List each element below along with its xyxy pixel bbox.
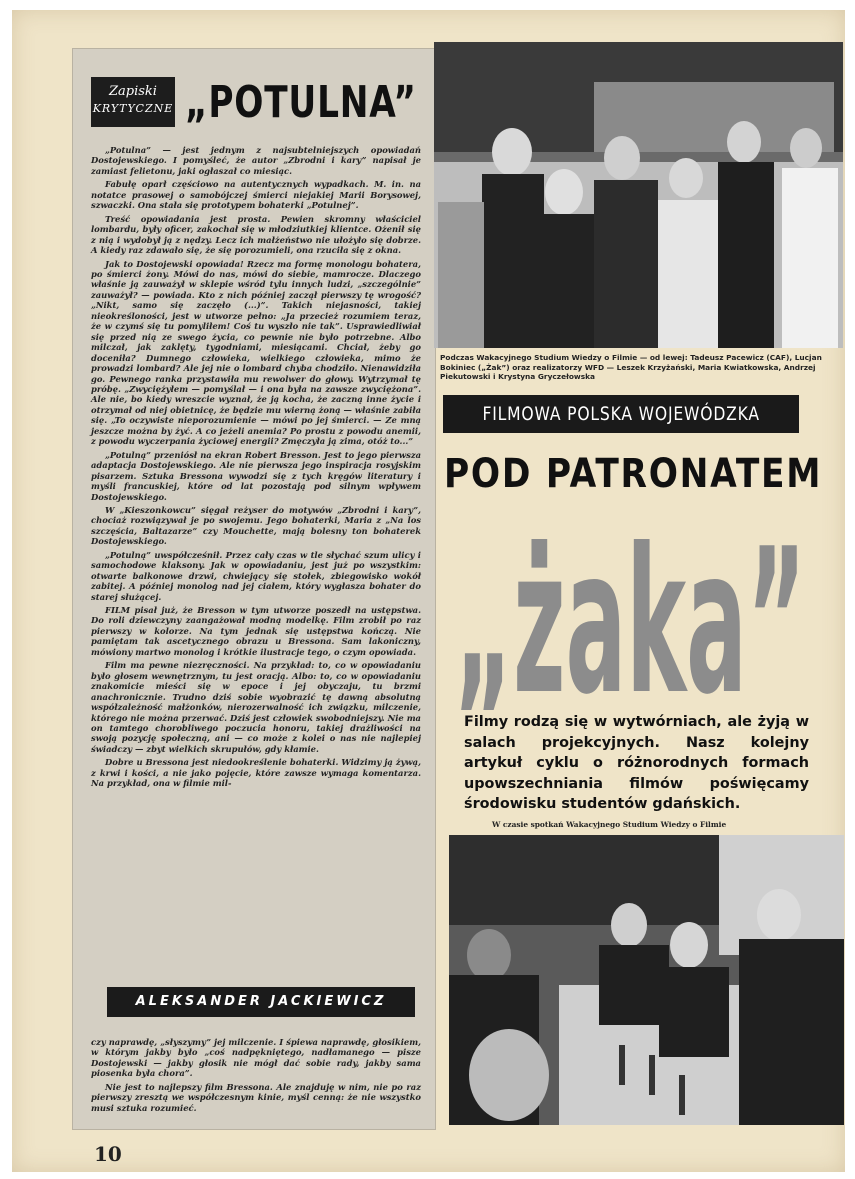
big-word-text: „żaka” <box>454 515 806 710</box>
photo-caption-bottom: W czasie spotkań Wakacyjnego Studium Wiedzy o Filmie <box>492 820 727 829</box>
article-lead: Filmy rodzą się w wytwórniach, ale żyją w salach projekcyjnych. Nasz kolejny artykuł cyklu o różnorodnych formach upowszechniania filmów poświęcamy środowisku studentów gdańskich. <box>464 714 809 812</box>
article-column-left <box>72 48 436 1130</box>
photo-caption-top: Podczas Wakacyjnego Studium Wiedzy o Filmie — od lewej: Tadeusz Pacewicz (CAF), Lucjan Bokiniec („Żak”) oraz realizatorzy WFD — Leszek Krzyżański, Maria Kwiatkowska, Andrzej Piekutowski i Krystyna Gryczełowska <box>440 353 822 382</box>
paragraph: Dobre u Bressona jest niedookreślenie bohaterki. Widzimy ją żywą, z krwi i kości, a nie jako pojęcie, które zawsze wymaga komentarza. Na przykład, ona w filmie mil- <box>91 757 421 789</box>
paragraph: Film ma pewne niezręczności. Na przykład: to, co w opowiadaniu było głosem wewnętrznym, tu jest oracją. Albo: to, co w opowiadaniu znakomicie mieści się w epoce i jej obyczaju, tu brzmi anachronicznie. Trudno dziś sobie wyobrazić tę dawną absolutną współzależność małżonków, nierozerwalność ich związku, milczenie, którego nie można przerwać. Dziś jest człowiek swobodniejszy. Nie ma on tamtego chorobliwego poczucia honoru, takiej drażliwości na swoją pozycję społeczną, ani — co może z kolei o nas nie najlepiej świadczy — zbyt wielkich skrupułów, gdy kłamie. <box>91 660 421 754</box>
photo-audience-hall-image <box>449 835 844 1125</box>
article-title: „POTULNA” <box>185 77 417 128</box>
paragraph: „Potulna” — jest jednym z najsubtelniejszych opowiadań Dostojewskiego. I pomyśleć, że autor „Zbrodni i kary” napisał je zamiast felietonu, jaki ogłaszał co miesiąc. <box>91 145 421 176</box>
paragraph: Nie jest to najlepszy film Bressona. Ale znajduję w nim, nie po raz pierwszy zresztą we współczesnym kinie, myśl cenną: że nie wszystko musi sztuka rozumieć. <box>91 1081 421 1113</box>
page-number: 10 <box>94 1142 122 1166</box>
photo-group-portrait-image <box>434 42 843 348</box>
photo-group-portrait <box>434 42 843 348</box>
article-body-end <box>91 1037 421 1116</box>
article-body <box>91 145 421 792</box>
paragraph: „Potulną” przeniósł na ekran Robert Bresson. Jest to jego pierwsza adaptacja Dostojewskiego. Ale nie pierwsza jego inspiracja rosyjskim pisarzem. Sztuka Bressona wywodzi się z tych kręgów literatury i myśli francuskiej, które od lat pozostają pod silnym wpływem Dostojewskiego. <box>91 449 421 502</box>
paragraph: Jak to Dostojewski opowiada! Rzecz ma formę monologu bohatera, po śmierci żony. Mówi do nas, mówi do siebie, mamrocze. Dlaczego właśnie ją zauważył w sklepie wśród tylu innych ludzi, „szczególnie” zauważył? — powiada. Kto z nich później zaczął pierwszy tę wrogość? „Nikt, samo się zaczęło (...)”. Takich niejasności, takiej nieokreśloności, jest w utworze pełno: „Ja przecież rozumiem teraz, że w czymś się tu pomyliłem! Coś tu wyszło nie tak”. Usprawiedliwiał się przed nią ze swego życia, co pewnie nie było potrzebne. Albo milczał, jak zaklęty, tygodniami, miesiącami. Chciał, żeby go doceniła? Dumnego człowieka, wielkiego człowieka, mimo że prowadzi lombard? Ale jej nie o lombard chyba chodziło. Nienawidziła go. Pewnego ranka przystawiła mu rewolwer do głowy. Wytrzymał tę próbę. „Zwyciężyłem — pomyślał — i ona była na zawsze zwyciężona”. Ale nie, bo kiedy wreszcie wyznał, że ją kocha, że zaczną inne życie i otrzymał od niej obietnicę, że będzie mu wierną żoną — właśnie zabiła się. „To oczywiste nieporozumienie — mówi po jej śmierci. — Ze mną jeszcze można by żyć. A co jeżeli anemia? Po prostu z powodu anemii, z powodu wyczerpania życiowej energii? Zmęczyła ją zima, otóż to...” <box>91 258 421 447</box>
paragraph: FILM pisał już, że Bresson w tym utworze poszedł na ustępstwa. Do roli dziewczyny zaangażował modną modelkę. Film zrobił po raz pierwszy w kolorze. Na tym jednak się ustępstwa kończą. Nie pamiętam tak ascetycznego obrazu u Bressona. Sam lakoniczny, mówiony martwo monolog i krótkie ilustracje tego, o czym opowiada. <box>91 605 421 657</box>
kicker-line-2: KRYTYCZNE <box>92 102 174 115</box>
author-byline: ALEKSANDER JACKIEWICZ <box>107 987 415 1017</box>
big-word-graphic <box>452 515 812 710</box>
headline-text: POD PATRONATEM <box>444 451 823 497</box>
photo-audience-hall <box>449 835 844 1125</box>
paragraph: W „Kieszonkowcu” sięgał reżyser do motywów „Zbrodni i kary”, chociaż rozwiązywał je po swojemu. Jego bohaterki, Maria z „Na los szczęścia, Baltazarze” czy Mouchette, mają bolesny ton bohaterek Dostojewskiego. <box>91 504 421 547</box>
big-word-title <box>452 515 812 710</box>
section-label <box>443 395 799 433</box>
section-label-text: FILMOWA POLSKA WOJEWÓDZKA <box>482 403 760 425</box>
paragraph: Treść opowiadania jest prosta. Pewien skromny właściciel lombardu, były oficer, zakochał się w młodziutkiej klientce. Ożenił się z nią i wydobył ją z nędzy. Lecz ich małżeństwo nie ułożyło się dobrze. A kiedy raz zdawało się, że się porozumieli, ona rzuciła się z okna. <box>91 213 421 256</box>
paragraph: czy naprawdę, „słyszymy” jej milczenie. I śpiewa naprawdę, głosikiem, w którym jakby było „coś nadpękniętego, nadłamanego — pisze Dostojewski — jakby głosik nie mógł dać sobie rady, jakby sama piosenka była chora”. <box>91 1037 421 1079</box>
kicker-line-1: Zapiski <box>109 84 157 99</box>
kicker-badge <box>91 77 175 127</box>
magazine-page <box>12 10 845 1172</box>
paragraph: „Potulną” uwspółcześnił. Przez cały czas w tle słychać szum ulicy i samochodowe klaksony. Jak w opowiadaniu, jest już po wszystkim: otwarte balkonowe drzwi, chwiejący się stołek, zbiegowisko wokół zabitej. A później monolog nad jej ciałem, który wygłasza bohater do starej służącej. <box>91 549 421 602</box>
paragraph: Fabułę oparł częściowo na autentycznych wypadkach. M. in. na notatce prasowej o samobójczej śmierci niejakiej Marii Borysowej, szwaczki. Ona stała się prototypem bohaterki „Potulnej”. <box>91 179 421 211</box>
headline <box>444 450 823 498</box>
